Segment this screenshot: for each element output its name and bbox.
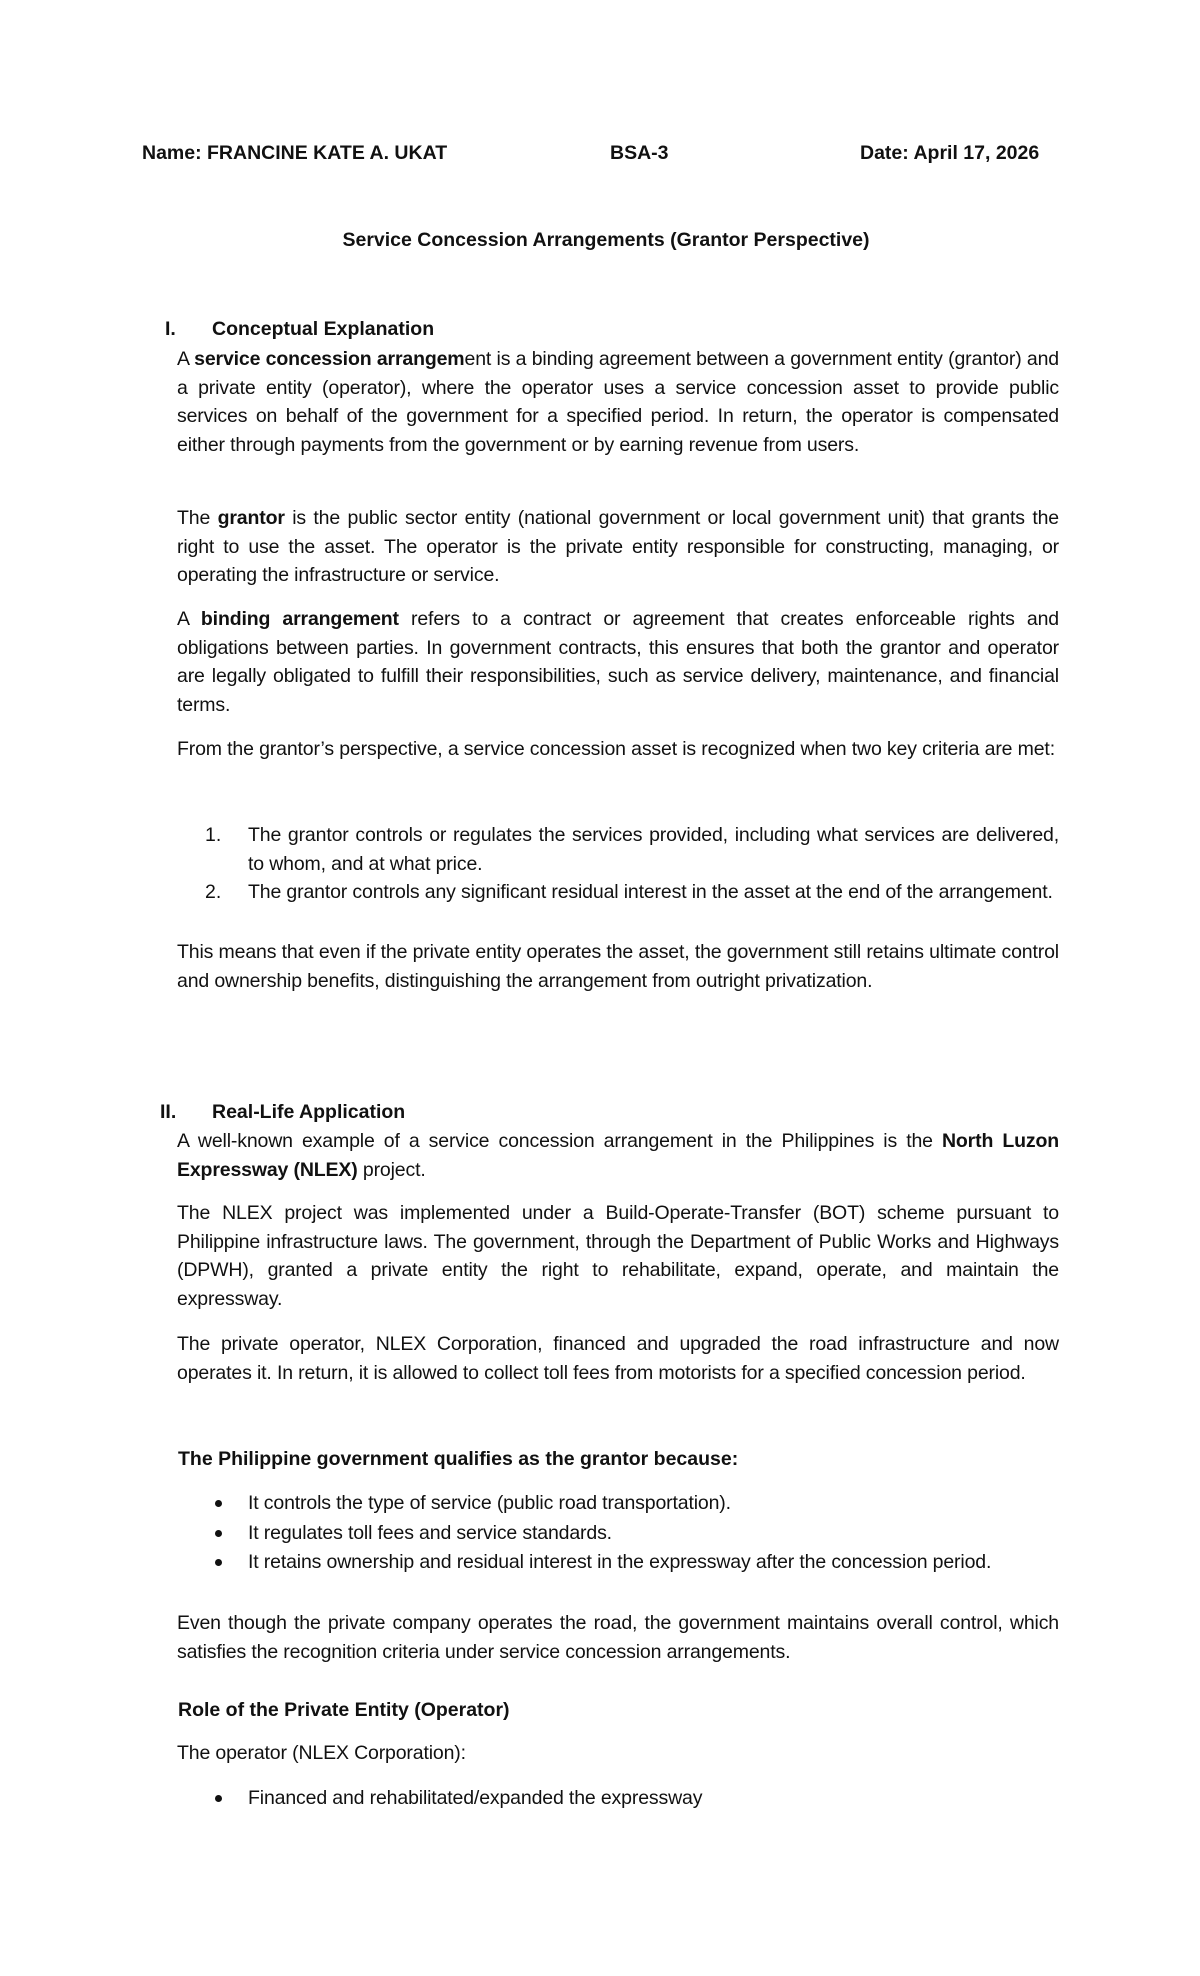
text-run: is the public sector entity (national government or local government unit) that grants the right to use the asset. The operator is the private entity responsible for constructing, managing, or operating the infrastructure or service. — [177, 507, 1059, 587]
list-number: 2. — [205, 881, 222, 903]
document-title: Service Concession Arrangements (Grantor Perspective) — [342, 229, 870, 251]
bullet-icon — [215, 1500, 222, 1507]
section-1-paragraph-2 — [177, 504, 1059, 590]
document-date: Date: April 17, 2026 — [860, 142, 1040, 164]
section-2-paragraph-3: The private operator, NLEX Corporation, financed and upgraded the road infrastructure and now operates it. In return, it is allowed to collect toll fees from motorists for a specified concession period. — [177, 1333, 1059, 1384]
bullet-icon — [215, 1559, 222, 1566]
operator-intro: The operator (NLEX Corporation): — [177, 1742, 466, 1764]
grantor-reason-item — [205, 1519, 1059, 1548]
student-name: Name: FRANCINE KATE A. UKAT — [142, 142, 448, 164]
bold-term: grantor — [217, 507, 285, 529]
operator-role-item — [205, 1784, 1059, 1813]
list-item-text: It regulates toll fees and service standards. — [248, 1522, 612, 1544]
list-number: 1. — [205, 824, 222, 846]
section-1-paragraph-4: From the grantor’s perspective, a service concession asset is recognized when two key criteria are met: — [177, 738, 1055, 760]
list-item-text: It retains ownership and residual interest in the expressway after the concession period. — [248, 1551, 992, 1573]
text-run: The — [177, 507, 218, 529]
text-run: refers to a contract or agreement that creates enforceable rights and obligations between parties. In government contracts, this ensures that both the grantor and operator are legally obligated to fulfill their responsibilities, such as service delivery, maintenance, and financial terms. — [177, 608, 1059, 716]
bold-term: service concession arrangem — [194, 348, 465, 370]
section-2-number: II. — [160, 1101, 177, 1123]
operator-role-heading: Role of the Private Entity (Operator) — [178, 1699, 510, 1721]
section-2-paragraph-4: Even though the private company operates the road, the government maintains overall control, which satisfies the recognition criteria under service concession arrangements. — [177, 1612, 1059, 1663]
text-run: ent is a binding agreement between a government entity (grantor) and a private entity (operator), where the operator uses a service concession asset to provide public services on behalf of the government for a specified period. In return, the operator is compensated either through payments from the government or by earning revenue from users. — [177, 348, 1059, 456]
section-2-paragraph-2: The NLEX project was implemented under a Build-Operate-Transfer (BOT) scheme pursuant to Philippine infrastructure laws. The government, through the Department of Public Works and Highways (DPWH), granted a private entity the right to rehabilitate, expand, operate, and maintain the expressway. — [177, 1202, 1059, 1310]
bullet-icon — [215, 1530, 222, 1537]
section-1-paragraph-1 — [177, 345, 1059, 459]
section-1-paragraph-5: This means that even if the private entity operates the asset, the government still retains ultimate control and ownership benefits, distinguishing the arrangement from outright privatization. — [177, 941, 1059, 992]
text-run: A well-known example of a service concession arrangement in the Philippines is the — [177, 1130, 942, 1152]
section-2-heading: Real-Life Application — [212, 1101, 406, 1123]
criteria-list-item — [205, 821, 1059, 878]
bold-term: binding arrangement — [200, 608, 399, 630]
grantor-reason-item — [205, 1548, 1059, 1577]
student-section: BSA-3 — [610, 142, 669, 164]
list-item-text: The grantor controls any significant residual interest in the asset at the end of the arrangement. — [248, 881, 1053, 903]
section-1-heading: Conceptual Explanation — [212, 318, 435, 340]
section-1-paragraph-3 — [177, 605, 1059, 719]
section-1-number: I. — [165, 318, 176, 340]
text-run: A — [177, 608, 201, 630]
list-item-text: Financed and rehabilitated/expanded the expressway — [248, 1787, 703, 1809]
text-run: project. — [357, 1158, 426, 1181]
grantor-reasons-heading: The Philippine government qualifies as the grantor because: — [178, 1448, 739, 1470]
list-item-text: The grantor controls or regulates the services provided, including what services are delivered, to whom, and at what price. — [248, 824, 1059, 875]
section-2-paragraph-1 — [177, 1127, 1059, 1184]
list-item-text: It controls the type of service (public road transportation). — [248, 1492, 731, 1514]
bullet-icon — [215, 1795, 222, 1802]
text-run: A — [177, 348, 195, 370]
bold-term: North Luzon Expressway (NLEX) — [177, 1130, 1059, 1181]
grantor-reason-item — [205, 1489, 1059, 1518]
criteria-list-item — [205, 878, 1059, 907]
